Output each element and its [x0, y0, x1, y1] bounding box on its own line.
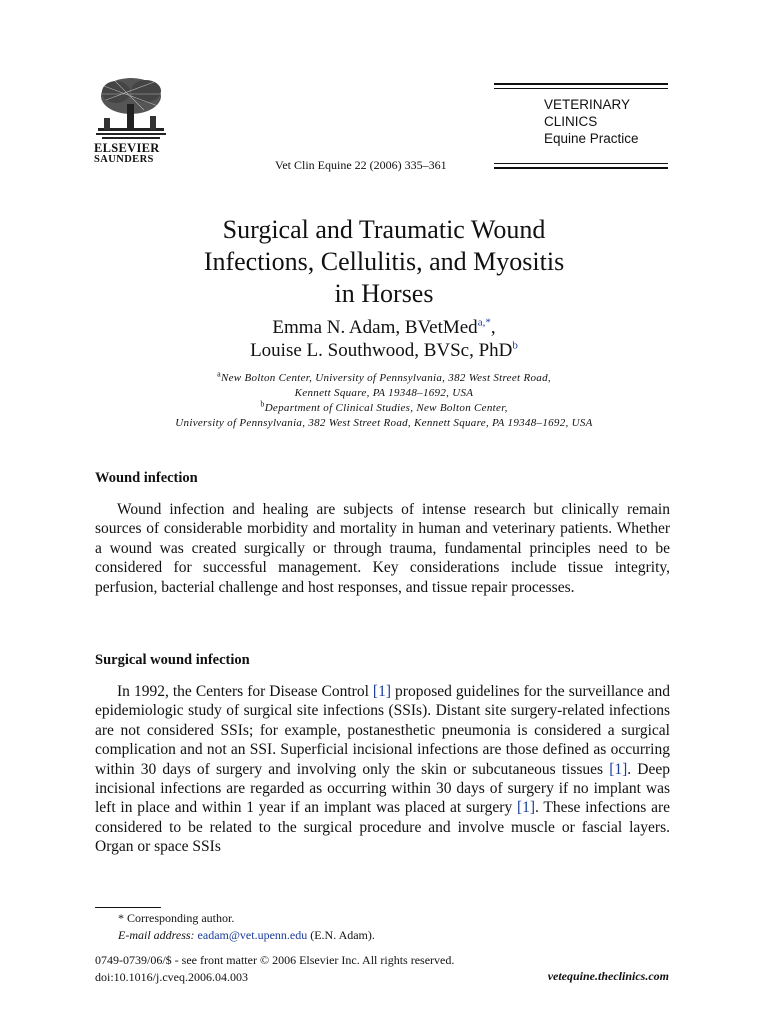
title-line: Surgical and Traumatic Wound [222, 215, 546, 244]
title-line: in Horses [334, 279, 434, 308]
copyright-block [95, 952, 454, 986]
affiliation-marker[interactable]: a,* [477, 316, 491, 329]
journal-name-line1: VETERINARY [544, 97, 631, 112]
journal-name [544, 96, 639, 147]
doi: doi:10.1016/j.cveq.2006.04.003 [95, 970, 248, 984]
text-run: In 1992, the Centers for Disease Control [117, 683, 373, 700]
author-list [100, 316, 668, 362]
publisher-logo [94, 76, 168, 165]
citation-link[interactable]: [1] [372, 683, 391, 700]
affiliations [90, 371, 678, 431]
email-link[interactable]: eadam@vet.upenn.edu [197, 928, 308, 942]
paragraph-text: Wound infection and healing are subjects of intense research but clinically remain sources of considerable morbidity and mortality in human and veterinary patients. Whether a wound was created surgically or through trauma, fundamental principles need to be considered for successful management. Key considerations include tissue integrity, perfusion, bacterial challenge and host responses, and tissue repair processes. [95, 501, 670, 596]
affiliation-text: Kennett Square, PA 19348–1692, USA [294, 387, 474, 399]
journal-name-line3: Equine Practice [544, 131, 639, 146]
citation-link[interactable]: [1] [516, 799, 536, 817]
publisher-imprint: SAUNDERS [94, 154, 154, 165]
section-heading: Surgical wound infection [95, 652, 250, 668]
body-paragraph [95, 682, 670, 857]
title-line: Infections, Cellulitis, and Myositis [203, 247, 565, 276]
affiliation-mark: b [260, 399, 265, 409]
footnote [118, 910, 375, 944]
journal-name-line2: CLINICS [544, 114, 598, 129]
affiliation-mark: a [217, 369, 221, 379]
author-separator: , [490, 317, 496, 338]
header-rule-top-thin [494, 88, 668, 89]
issn-copyright: 0749-0739/06/$ - see front matter © 2006 Elsevier Inc. All rights reserved. [95, 953, 455, 967]
header-rule-top [494, 83, 668, 85]
author-name: Emma N. Adam, BVetMed [272, 317, 478, 338]
section-heading: Wound infection [95, 470, 198, 486]
affiliation-text: University of Pennsylvania, 382 West Street Road, Kennett Square, PA 19348–1692, USA [175, 417, 593, 429]
body-paragraph [95, 500, 670, 597]
affiliation-marker[interactable]: b [512, 339, 518, 352]
elsevier-tree-icon [94, 76, 168, 142]
journal-website[interactable]: vetequine.theclinics.com [547, 969, 669, 983]
header-rule-bottom-thin [494, 163, 668, 164]
author-entry [100, 339, 668, 362]
affiliation-a [90, 371, 678, 386]
text-run: . These infections are considered to be related to the surgical procedure and involve muscle or fascial layers. Organ or space SSIs [95, 799, 670, 856]
email-label: E-mail address: [118, 928, 195, 942]
corresponding-author-note: * Corresponding author. [118, 911, 235, 925]
paragraph-text [95, 682, 670, 857]
email-line [118, 927, 375, 944]
affiliation-text: New Bolton Center, University of Pennsylvania, 382 West Street Road, [220, 372, 551, 384]
author-entry [100, 316, 668, 339]
text-run: proposed guidelines for the surveillance and epidemiologic study of surgical site infections (SSIs). Distant site surgery-related infections are not considered SSIs; for example, postanesthetic pneumonia is considered a surgical complication and not an SSI. Superficial incisional infections are those defined as occurring within 30 days of surgery and involving only the skin or subcutaneous tissues [95, 683, 670, 778]
email-suffix: (E.N. Adam). [307, 928, 375, 942]
text-run: . Deep incisional infections are regarded as occurring within 30 days of surgery if no implant was left in place and within 1 year if an implant was placed at surgery [95, 760, 671, 817]
affiliation-text: Department of Clinical Studies, New Bolton Center, [264, 402, 508, 414]
header-rule-bottom [494, 167, 668, 169]
affiliation-b [90, 401, 678, 416]
footnote-divider [95, 907, 161, 908]
citation-link[interactable]: [1] [609, 760, 628, 778]
journal-citation: Vet Clin Equine 22 (2006) 335–361 [275, 158, 447, 172]
author-name: Louise L. Southwood, BVSc, PhD [250, 340, 513, 361]
publisher-name: ELSEVIER [94, 141, 160, 155]
article-title [100, 214, 668, 310]
